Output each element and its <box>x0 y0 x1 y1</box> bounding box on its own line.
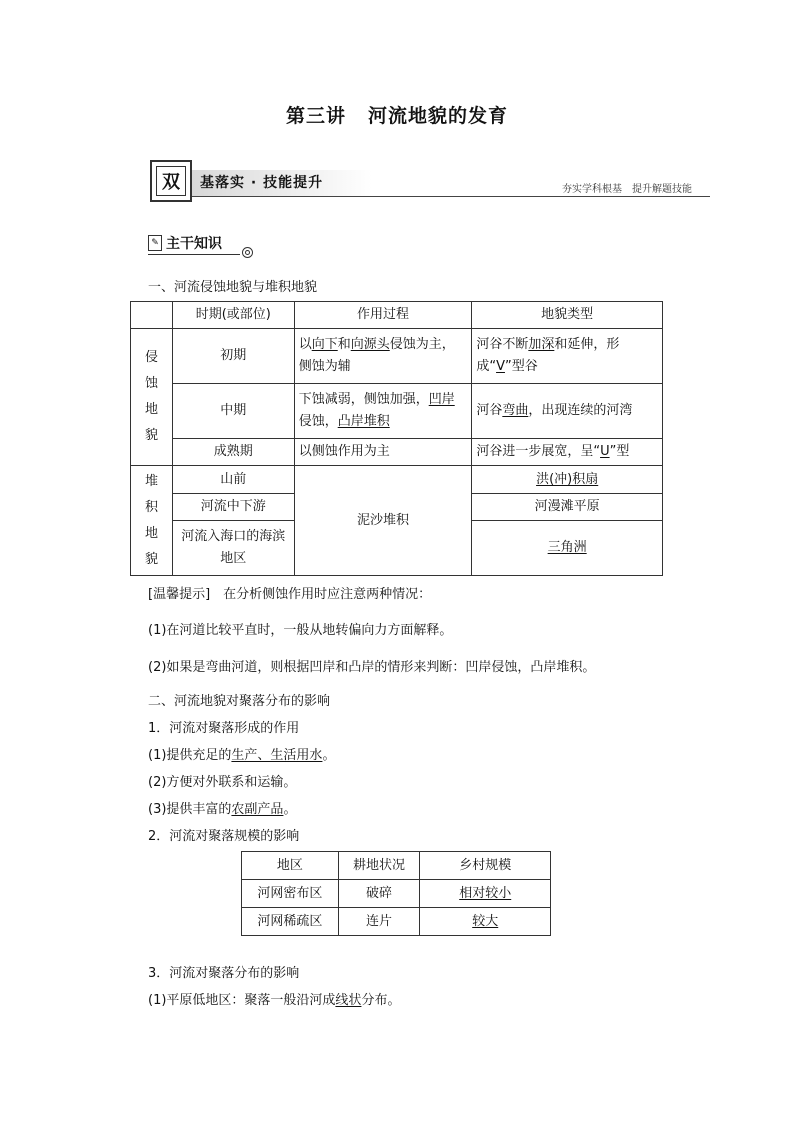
item-2: (2)方便对外联系和运输。 <box>148 775 297 790</box>
subheading-1: 1．河流对聚落形成的作用 <box>148 721 300 736</box>
table-row: 河网稀疏区 连片 较大 <box>242 908 551 936</box>
section-banner <box>150 160 710 202</box>
tip-point-2: (2)如果是弯曲河道，则根据凹岸和凸岸的情形来判断：凹岸侵蚀，凸岸堆积。 <box>148 660 596 675</box>
subheading-2: 2．河流对聚落规模的影响 <box>148 829 300 844</box>
cell-process: 以向下和向源头侵蚀为主，侧蚀为辅 <box>294 329 472 384</box>
banner-subtitle: 夯实学科根基 提升解题技能 <box>562 184 692 195</box>
circle-icon <box>242 247 253 258</box>
item-1: (1)提供充足的生产、生活用水。 <box>148 748 336 763</box>
tip-line: [温馨提示] 在分析侧蚀作用时应注意两种情况： <box>148 587 432 602</box>
table-row: 河网密布区 破碎 相对较小 <box>242 880 551 908</box>
part2-heading: 二、河流地貌对聚落分布的影响 <box>148 694 331 709</box>
cell-type: 河谷弯曲，出现连续的河湾 <box>472 384 663 439</box>
page-title: 第三讲 河流地貌的发育 <box>285 105 509 127</box>
pen-icon: ✎ <box>148 235 162 251</box>
settlement-scale-table: 地区 耕地状况 乡村规模 河网密布区 破碎 相对较小 河网稀疏区 连片 较大 <box>241 851 551 936</box>
cell-process: 下蚀减弱，侧蚀加强，凹岸侵蚀，凸岸堆积 <box>294 384 472 439</box>
banner-badge: 双 <box>150 160 192 202</box>
cell-type: 河谷进一步展宽，呈“U”型 <box>472 439 663 466</box>
subheading-3: 3．河流对聚落分布的影响 <box>148 966 300 981</box>
group-erosion: 侵 蚀 地 貌 <box>131 329 173 466</box>
cell-type: 河谷不断加深和延伸，形成“V”型谷 <box>472 329 663 384</box>
shared-process: 泥沙堆积 <box>294 466 472 576</box>
group-deposition: 堆 积 地 貌 <box>131 466 173 576</box>
part1-heading: 一、河流侵蚀地貌与堆积地貌 <box>148 280 318 295</box>
tip-point-1: (1)在河道比较平直时，一般从地转偏向力方面解释。 <box>148 623 453 638</box>
item-4: (1)平原低地区：聚落一般沿河成线状分布。 <box>148 993 401 1008</box>
banner-label: 基落实 · 技能提升 <box>200 175 324 191</box>
item-3: (3)提供丰富的农副产品。 <box>148 802 297 817</box>
landform-table: 时期(或部位) 作用过程 地貌类型 侵 蚀 地 貌 初期 以向下和向源头侵蚀为主，侧蚀为辅 河谷不断加深和延伸，形成“V”型谷 中期 下蚀减弱，侧蚀加强，凹岸侵蚀，凸岸堆积 河谷弯曲，出现连续的河湾 成熟期 以侧蚀作用为主 河谷进一步展宽，呈“U”型 堆 积 地 貌 山前 泥沙堆积 洪(冲)积扇 河流中下游 河漫滩平原 河流入海口的海滨地区 三角洲 <box>130 301 663 576</box>
